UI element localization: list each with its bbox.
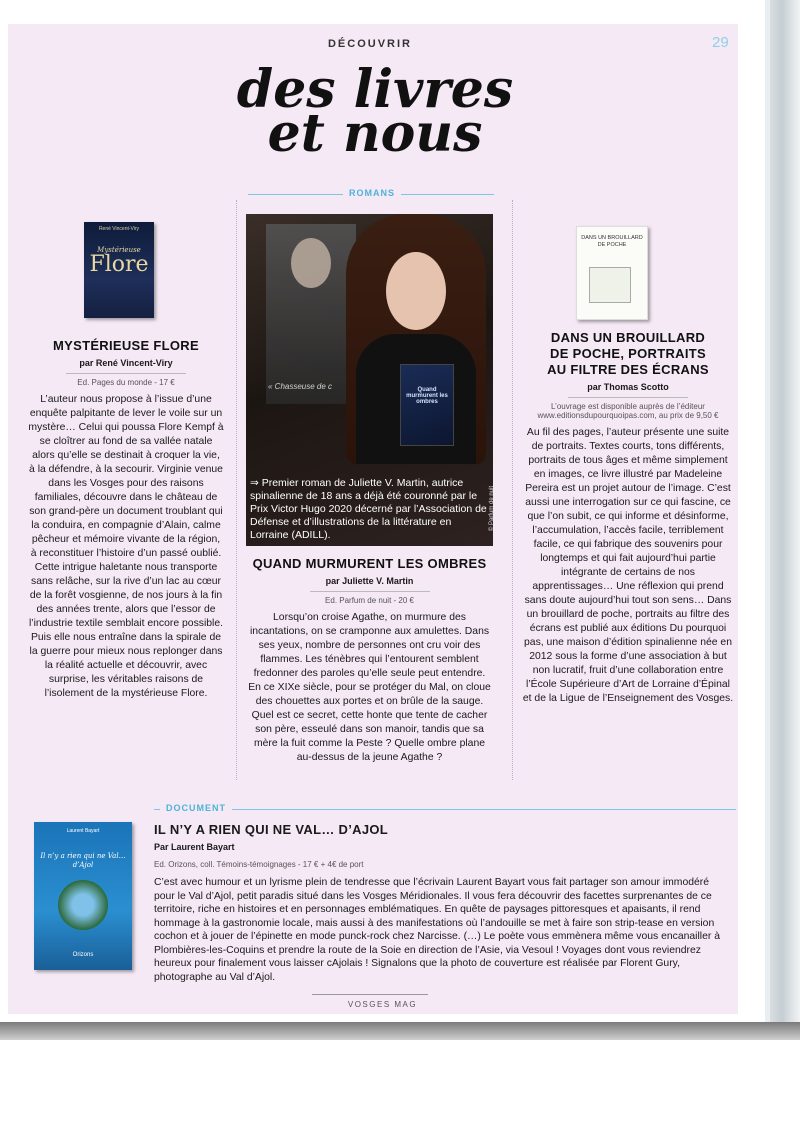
article-publisher: Ed. Orizons, coll. Témoins-témoignages - 17 € + 4€ de port [154,860,364,869]
poster-text: « Chasseuse de c [268,382,333,391]
book-cover-mysterieuse-flore [84,222,154,318]
page-title-line2: et nous [267,103,483,164]
cover-publisher: Orizons [72,952,94,958]
article-title-line1: DANS UN BROUILLARD [550,330,706,345]
cover-author: René Vincent-Viry [98,226,140,232]
person-face [386,252,446,330]
article-title-line3: AU FILTRE DES ÉCRANS [547,362,709,377]
scan-edge-bottom [0,1022,800,1040]
cover-author: Laurent Bayart [66,828,100,834]
article-body: Au fil des pages, l’auteur présente une suite de portraits. Textes courts, tons différents, portraits de tous âges et même simplement en images, ce livre illustré par Madeleine Pereira est un projet autour de l’image. C’est aussi une interrogation sur ce qui fascine, ce que l’on subit, ce qui informe et désinforme, l’accumulation, l’accès facile, terriblement facile, ce qui fabrique des souvenirs pour longtemps et qui fait aujourd’hui partie intégrante de certains de nos apprentissages… Une réflexion qui prend sans doute aujourd’hui tout son sens… Dans un brouillard de poche, portraits au filtre des écrans est publié aux éditions Du pourquoi pas, une maison d’édition spinalienne née en 2012 sous la forme d’une association à but non lucratif, fruit d’une collaboration entre l’École Supérieure d’Art de Lorraine d’Épinal et de la Ligue de l’Enseignement des Vosges. [522,427,734,704]
article-author: par Juliette V. Martin [325,576,414,586]
article-body: L’auteur nous propose à l’issue d’une enquête palpitante de lever le voile sur un mystère… Celui qui poussa Flore Kempf à se cloîtrer au fond de sa vallée natale alors qu’elle se destinait à croquer la vie, à la défendre, à la secourir. Virginie venue dans les Vosges pour des raisons familiales, découvre dans le château de son grand-père un document troublant qui la conduira, en compagnie d’Alain, calme pêcheur et mémoire vivante de la région, à reconstituer l’histoire d’un passé oublié. Cette intrigue haletante nous transporte sans relâche, sur la rive d’un lac au cœur de la forêt vosgienne, de nos jours à la fin des années trente, alors que l’essor de l’industrie textile semblait encore possible. Puis elle nous entraîne dans la spirale de la guerre pour mieux nous replonger dans la réalité actuelle et découvrir, avec surprise, les véritables raisons de l’isolement de la mystérieuse Flore. [28,394,224,699]
book-cover-val-d-ajol [34,822,132,970]
cover-illustration [589,267,631,303]
article-title: QUAND MURMURENT LES OMBRES [252,556,487,571]
section-label-document: DOCUMENT [160,803,232,813]
cover-title: Il n’y a rien qui ne Val… d’Ajol [40,852,126,869]
article-mysterieuse-flore [28,338,224,701]
article-author: Par Laurent Bayart [154,842,235,852]
column-separator-left [236,200,237,780]
poster-background [266,224,356,404]
page-title [230,59,520,164]
arrow-icon: ⇒ [250,477,262,489]
article-title [522,330,734,378]
article-dans-un-brouillard-de-poche [522,330,734,706]
article-publisher: Ed. Parfum de nuit - 20 € [325,596,414,605]
article-body: C’est avec humour et un lyrisme plein de tendresse que l’écrivain Laurent Bayart vous fait partager son amour immodéré pour le Val d’Ajol, petit paradis situé dans les Vosges Méridionales. Il vous fera découvrir des facettes surprenantes de ce territoire, riche en histoires et en personnages emblématiques. En quête de paysages pittoresques et apaisants, il rend hommage à la gastronomie locale, mais aussi à des manifestations où l’andouille se met à faire son strip-tease en version cochon et à jouer de l’épinette en mode punck-rock chez Narcisse. (…) Le poète vous emmènera même vous encanailler à Plombières-les-Coquins et prendre la route de la Soie en direction de l’Asie, via Vesoul ! Voyages dont vous reviendrez heureux pour finalement vous laisser cAjolais ! Signalons que la photo de couverture est réalisée par Florent Gury, photographe au Val d’Ajol. [154,877,721,983]
article-title-line2: DE POCHE, PORTRAITS [550,346,706,361]
held-book-title: Quand murmurent les ombres [406,387,448,405]
page-number: 29 [712,34,729,51]
section-label-romans: ROMANS [343,188,401,198]
article-publisher: L’ouvrage est disponible auprès de l’éditeur www.editionsdupourquoipas.com, au prix de 9,50 € [537,402,719,420]
cover-title: DANS UN BROUILLARD DE POCHE [581,235,643,248]
photo-credit: © Parfum de nuit [489,486,495,532]
article-publisher: Ed. Pages du monde - 17 € [77,378,175,387]
book-cover-dans-un-brouillard [576,226,648,320]
cover-title: Flore [89,252,149,277]
article-quand-murmurent-les-ombres [246,556,493,765]
byline-rule [66,373,186,374]
poster-face [291,238,331,288]
rubric-label: DÉCOUVRIR [327,38,412,50]
footer-label: VOSGES MAG [347,1000,418,1009]
photo-caption [250,477,489,542]
article-title: MYSTÉRIEUSE FLORE [53,338,199,353]
article-title: IL N’Y A RIEN QUI NE VAL… D’AJOL [154,822,388,837]
author-photo [246,214,493,546]
article-author: par Thomas Scotto [587,382,669,392]
byline-rule [568,397,688,398]
cover-subtitle: Mystérieuse [97,246,141,254]
footer-rule [312,994,428,995]
document-divider [154,809,736,810]
cover-globe-photo [58,880,108,930]
column-separator-right [512,200,513,780]
byline-rule [310,591,430,592]
photo-caption-text: Premier roman de Juliette V. Martin, autrice spinalienne de 18 ans a déjà été couronné par le Prix Victor Hugo 2020 décerné par l’Association de Défense et d’illustrations de la littérature en Lorraine (ADILL). [250,477,487,541]
held-book [400,364,454,446]
scan-edge-strip [770,0,800,1040]
page-title-line1: des livres [236,59,514,120]
article-body: Lorsqu’on croise Agathe, on murmure des incantations, on se cramponne aux amulettes. Dans ses yeux, nombre de personnes ont cru voir des flammes. Les ténèbres qui l’entourent semblent fredonner des paroles qu’elle seule peut entendre. En ce XIXe siècle, pour se protéger du Mal, on cloue des chouettes aux portes et on brûle de la sauge. Quel est ce secret, cette honte que tente de cacher son père, esseulé dans son manoir, tandis que sa mère la fuit comme la Peste ? Quelle ombre plane au-dessus de la jeune Agathe ? [248,612,491,763]
article-author: par René Vincent-Viry [79,358,173,368]
